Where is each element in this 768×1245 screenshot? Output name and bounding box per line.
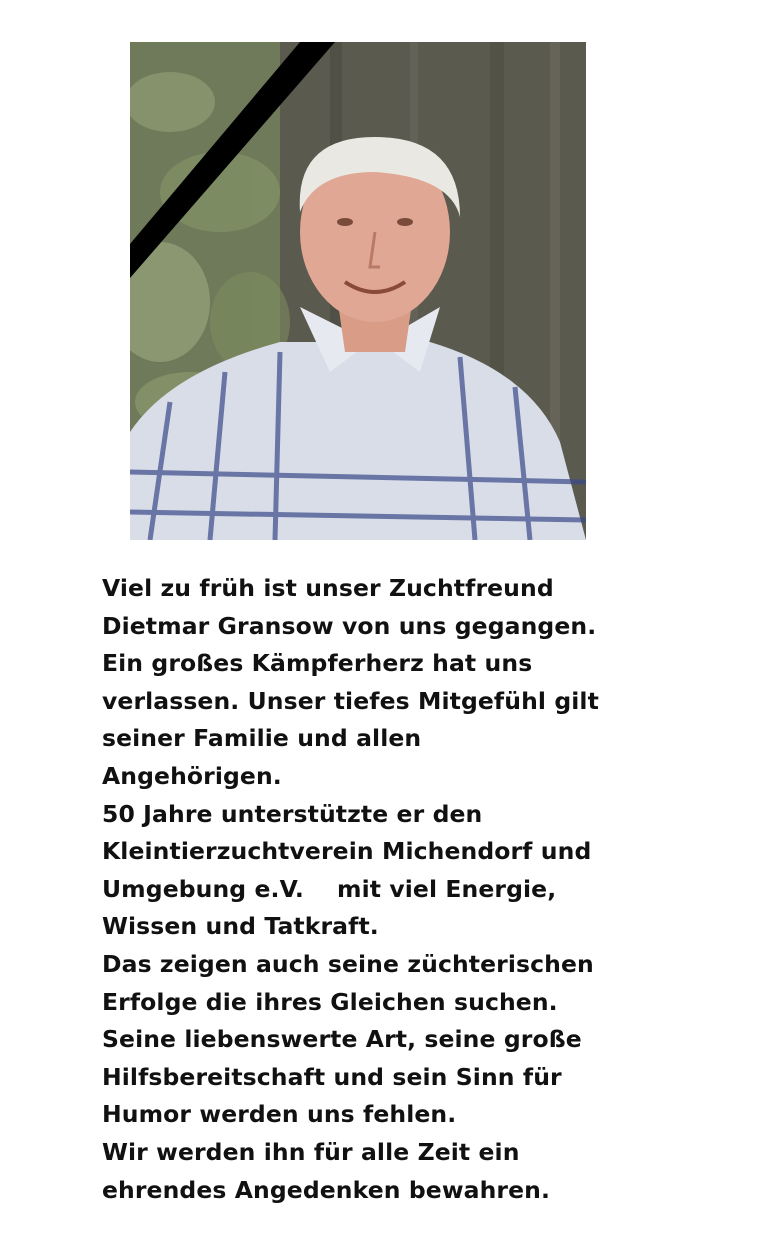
text-line: Erfolge die ihres Gleichen suchen. [102,987,558,1016]
portrait-photo [130,42,586,540]
text-line: 50 Jahre unterstützte er den [102,799,483,828]
text-line: Angehörigen. [102,761,282,790]
text-line: Wissen und Tatkraft. [102,912,379,941]
memorial-photo [130,42,586,540]
text-line: Hilfsbereitschaft und sein Sinn für [102,1062,562,1091]
text-line: Kleintierzuchtverein Michendorf und [102,837,592,866]
text-line: Dietmar Gransow von uns gegangen. [102,611,597,640]
text-line: ehrendes Angedenken bewahren. [102,1175,551,1204]
text-line: seiner Familie und allen [102,724,422,753]
text-line: Wir werden ihn für alle Zeit ein [102,1137,520,1166]
text-line: Humor werden uns fehlen. [102,1100,457,1129]
obituary-text [102,570,702,1209]
text-line: Umgebung e.V. mit viel Energie, [102,874,557,903]
text-line: Das zeigen auch seine züchterischen [102,949,594,978]
text-line: Ein großes Kämpferherz hat uns [102,649,533,678]
text-line: Seine liebenswerte Art, seine große [102,1025,582,1054]
text-line: Viel zu früh ist unser Zuchtfreund [102,574,554,602]
text-line: verlassen. Unser tiefes Mitgefühl gilt [102,686,599,715]
